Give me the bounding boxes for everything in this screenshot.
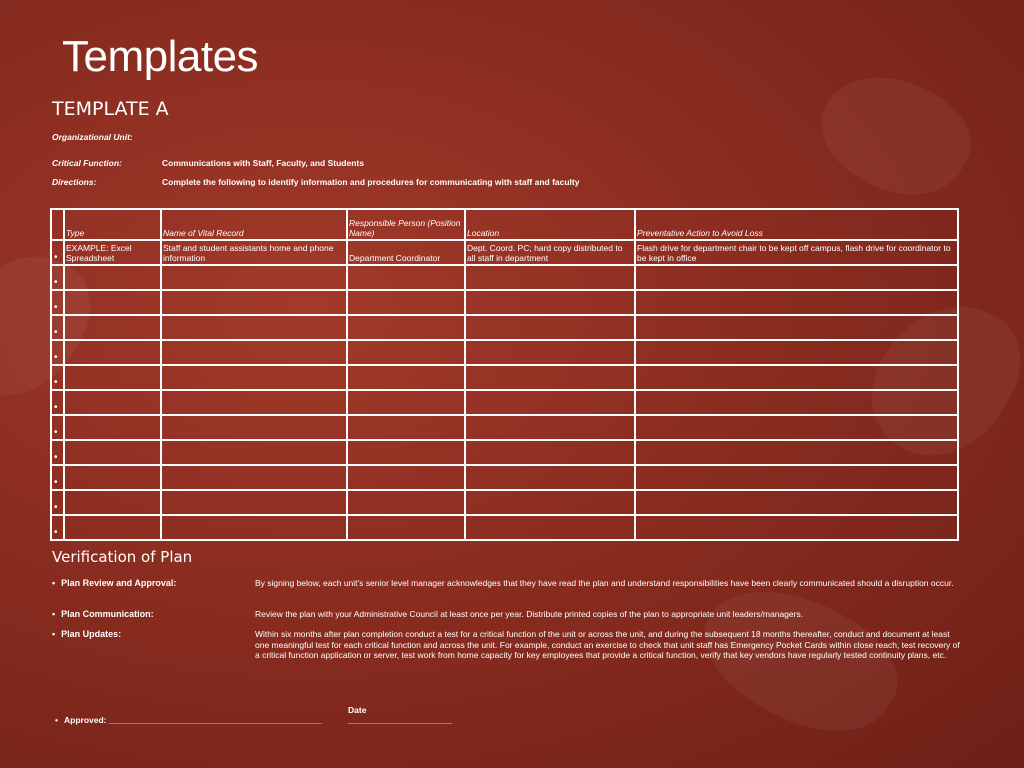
table-cell[interactable]	[161, 415, 347, 440]
table-cell[interactable]	[64, 290, 161, 315]
critical-function-label: Critical Function:	[52, 158, 122, 168]
table-cell[interactable]	[635, 440, 958, 465]
bullet-cell: •	[51, 415, 64, 440]
approved-line[interactable]: • Approved: _____________________________________________	[55, 715, 322, 725]
template-subtitle: TEMPLATE A	[52, 98, 169, 120]
table-cell[interactable]	[64, 265, 161, 290]
table-row	[51, 440, 958, 465]
table-row	[51, 315, 958, 340]
bullet-cell: •	[51, 465, 64, 490]
table-cell[interactable]	[465, 465, 635, 490]
table-cell[interactable]	[347, 265, 465, 290]
table-cell[interactable]	[347, 315, 465, 340]
directions-label: Directions:	[52, 177, 97, 187]
table-cell[interactable]	[161, 365, 347, 390]
table-cell[interactable]	[64, 365, 161, 390]
table-cell[interactable]	[347, 365, 465, 390]
table-cell[interactable]	[635, 515, 958, 540]
table-cell[interactable]	[161, 440, 347, 465]
page-title: Templates	[62, 32, 259, 81]
bullet-cell: •	[51, 490, 64, 515]
bullet-cell: •	[51, 265, 64, 290]
table-cell[interactable]	[465, 390, 635, 415]
table-cell[interactable]	[465, 515, 635, 540]
table-cell[interactable]	[465, 315, 635, 340]
table-cell[interactable]	[347, 390, 465, 415]
type-header: Type	[64, 209, 161, 240]
directions-value: Complete the following to identify information and procedures for communicating with staff and faculty	[162, 177, 580, 187]
record-name-header: Name of Vital Record	[161, 209, 347, 240]
table-cell[interactable]	[465, 415, 635, 440]
plan-communication-label: • Plan Communication:	[52, 609, 154, 619]
table-row	[51, 390, 958, 415]
table-cell[interactable]	[465, 365, 635, 390]
table-cell[interactable]	[64, 415, 161, 440]
location-header: Location	[465, 209, 635, 240]
table-cell[interactable]	[161, 465, 347, 490]
table-cell[interactable]	[347, 340, 465, 365]
table-cell[interactable]	[161, 265, 347, 290]
table-cell[interactable]	[635, 265, 958, 290]
bullet-cell: •	[51, 440, 64, 465]
table-cell[interactable]	[347, 290, 465, 315]
org-unit-label: Organizational Unit:	[52, 132, 133, 142]
bullet-header	[51, 209, 64, 240]
vital-records-table	[50, 208, 959, 541]
critical-function-value: Communications with Staff, Faculty, and Students	[162, 158, 364, 168]
plan-updates-text: Within six months after plan completion conduct a test for a critical function of the unit or across the unit, and during the subsequent 18 months thereafter, conduct and document at least one meaningful test for each critical function and across the unit. For example, conduct an exercise to check that unit staff has Emergency Pocket Cards within close reach, test recovery of a critical function application or server, test work from home capacity for key employees that provide a critical function, verify that key vendors have regularly tested continuity plans, etc.	[255, 629, 960, 660]
table-row	[51, 265, 958, 290]
table-header-row	[51, 209, 958, 240]
example-type: EXAMPLE: Excel Spreadsheet	[64, 240, 161, 265]
table-cell[interactable]	[64, 315, 161, 340]
table-cell[interactable]	[161, 515, 347, 540]
table-cell[interactable]	[64, 440, 161, 465]
preventative-action-header: Preventative Action to Avoid Loss	[635, 209, 958, 240]
bullet-cell: •	[51, 515, 64, 540]
example-preventative-action: Flash drive for department chair to be kept off campus, flash drive for coordinator to be kept in office	[635, 240, 958, 265]
bullet-cell: •	[51, 390, 64, 415]
plan-updates-label: • Plan Updates:	[52, 629, 122, 639]
review-approval-label: • Plan Review and Approval:	[52, 578, 177, 588]
example-row	[51, 240, 958, 265]
table-cell[interactable]	[347, 415, 465, 440]
table-cell[interactable]	[161, 340, 347, 365]
table-cell[interactable]	[64, 465, 161, 490]
table-cell[interactable]	[64, 390, 161, 415]
table-cell[interactable]	[465, 290, 635, 315]
table-cell[interactable]	[465, 440, 635, 465]
table-cell[interactable]	[64, 515, 161, 540]
plan-communication-text: Review the plan with your Administrative Council at least once per year. Distribute printed copies of the plan to appropriate unit leaders/managers.	[255, 609, 804, 619]
table-cell[interactable]	[635, 490, 958, 515]
date-label: Date	[348, 705, 367, 715]
table-cell[interactable]	[161, 290, 347, 315]
table-row	[51, 515, 958, 540]
table-cell[interactable]	[64, 490, 161, 515]
review-approval-text: By signing below, each unit's senior level manager acknowledges that they have read the plan and understand responsibilities have been clearly communicated should a disruption occur.	[255, 578, 954, 588]
table-cell[interactable]	[347, 465, 465, 490]
table-row	[51, 365, 958, 390]
bullet-cell: •	[51, 340, 64, 365]
example-responsible-person: Department Coordinator	[347, 240, 465, 265]
date-line[interactable]: ______________________	[348, 715, 453, 725]
table-cell[interactable]	[635, 390, 958, 415]
bullet-cell: •	[51, 315, 64, 340]
table-row	[51, 340, 958, 365]
table-cell[interactable]	[635, 290, 958, 315]
table-cell[interactable]	[635, 340, 958, 365]
bullet-cell: •	[51, 365, 64, 390]
table-cell[interactable]	[635, 315, 958, 340]
table-row	[51, 490, 958, 515]
bullet-cell: •	[51, 240, 64, 265]
table-cell[interactable]	[465, 265, 635, 290]
table-cell[interactable]	[465, 490, 635, 515]
table-cell[interactable]	[635, 465, 958, 490]
table-cell[interactable]	[64, 340, 161, 365]
example-record-name: Staff and student assistants home and phone information	[161, 240, 347, 265]
responsible-person-header: Responsible Person (Position Name)	[347, 209, 465, 240]
table-cell[interactable]	[161, 490, 347, 515]
table-row	[51, 415, 958, 440]
table-cell[interactable]	[161, 390, 347, 415]
table-cell[interactable]	[635, 415, 958, 440]
table-cell[interactable]	[465, 340, 635, 365]
table-row	[51, 465, 958, 490]
bullet-cell: •	[51, 290, 64, 315]
table-cell[interactable]	[161, 315, 347, 340]
table-cell[interactable]	[347, 490, 465, 515]
example-location: Dept. Coord. PC; hard copy distributed to all staff in department	[465, 240, 635, 265]
verification-heading: Verification of Plan	[52, 548, 193, 566]
table-cell[interactable]	[347, 515, 465, 540]
table-row	[51, 290, 958, 315]
table-cell[interactable]	[347, 440, 465, 465]
table-cell[interactable]	[635, 365, 958, 390]
